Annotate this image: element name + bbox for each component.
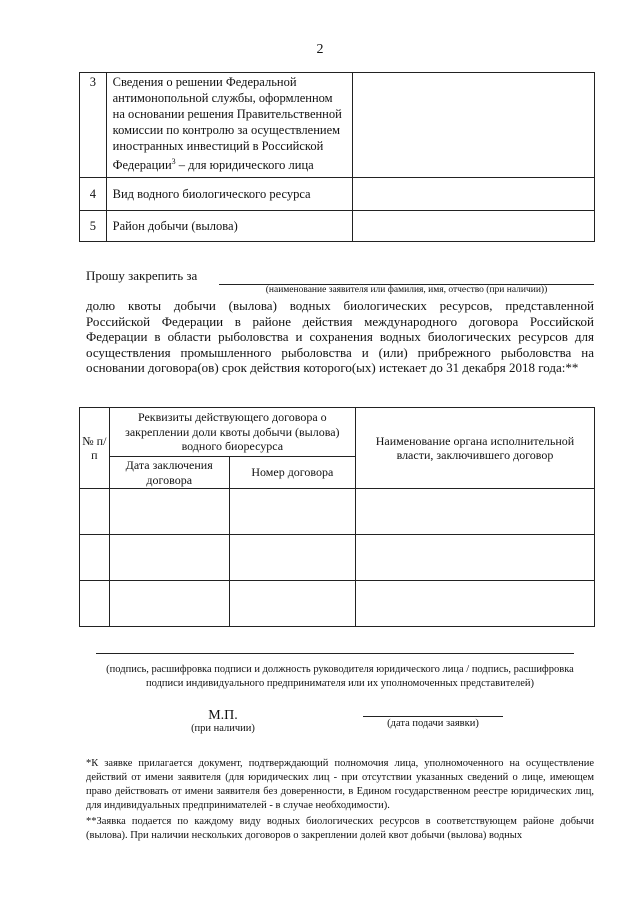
row-value-field[interactable]: [352, 178, 594, 211]
cell-date[interactable]: [109, 581, 229, 627]
cell-contract[interactable]: [229, 489, 355, 535]
signature-line[interactable]: [96, 653, 574, 654]
cell-date[interactable]: [109, 489, 229, 535]
cell-authority[interactable]: [355, 535, 594, 581]
col-date-header: Дата заключения договора: [109, 457, 229, 489]
row-label: [106, 73, 352, 178]
request-lead: Прошу закрепить за: [86, 268, 198, 283]
table-row: [80, 178, 595, 211]
row-label-text: Сведения о решении Федеральной антимонопольной службы, оформленном на основании решения Правительственной комиссии по контролю за осуществлением иностранных инвестиций в Российской Федерации: [112, 75, 342, 173]
row-number: 5: [80, 211, 107, 242]
cell-authority[interactable]: [355, 489, 594, 535]
row-label: Вид водного биологического ресурса: [106, 178, 352, 211]
cell-date[interactable]: [109, 535, 229, 581]
col-authority-header: Наименование органа исполнительной власти, заключившего договор: [355, 408, 594, 489]
cell-number[interactable]: [80, 581, 110, 627]
row-number: 3: [80, 73, 107, 178]
col-number-header: № п/п: [80, 408, 110, 489]
applicant-info-table: [79, 72, 595, 242]
row-value-field[interactable]: [352, 211, 594, 242]
contracts-table: [79, 407, 595, 627]
table-header-row: [80, 408, 595, 457]
footnote-1: *К заявке прилагается документ, подтверждающий полномочия лица, уполномоченного на осуществление действий от имени заявителя (для юридических лиц - при отсутствии указанных сведений о лице, имеющем право действовать от имени заявителя без доверенности, в Едином государственном реестре юридических лиц, для индивидуальных предпринимателей - в случае необходимости).: [86, 758, 594, 811]
row-label: Район добычи (вылова): [106, 211, 352, 242]
row-number: 4: [80, 178, 107, 211]
table-row: [80, 489, 595, 535]
table-row: [80, 73, 595, 178]
col-contract-header: Номер договора: [229, 457, 355, 489]
request-body: долю квоты добычи (вылова) водных биологических ресурсов, представленной Российской Федерации в районе действия международного договора Российской Федерации в области рыболовства и сохранения водных биологических ресурсов для осуществления промышленного рыболовства и (или) прибрежного рыболовства на основании договора(ов) срок действия которого(ых) истекает до 31 декабря 2018 года:**: [86, 298, 594, 375]
table-row: [80, 211, 595, 242]
table-row: [80, 581, 595, 627]
stamp-note: (при наличии): [191, 723, 255, 734]
cell-authority[interactable]: [355, 581, 594, 627]
cell-contract[interactable]: [229, 581, 355, 627]
date-line[interactable]: [363, 716, 503, 717]
cell-contract[interactable]: [229, 535, 355, 581]
applicant-name-caption: (наименование заявителя или фамилия, имя, отчество (при наличии)): [265, 285, 548, 295]
cell-number[interactable]: [80, 489, 110, 535]
page-number: 2: [316, 42, 324, 57]
footnote-2: **Заявка подается по каждому виду водных биологических ресурсов в соответствующем районе добычи (вылова). При наличии нескольких договоров о закреплении долей квот добычи (вылова) водных: [86, 816, 594, 841]
table-row: [80, 535, 595, 581]
cell-number[interactable]: [80, 535, 110, 581]
stamp-label: М.П.: [208, 708, 238, 723]
row-label-tail: – для юридического лица: [175, 158, 314, 173]
footnote-ref: 3: [171, 157, 176, 166]
signature-caption: (подпись, расшифровка подписи и должность руководителя юридического лица / подпись, расшифровка подписи индивидуального предпринимателя или их уполномоченных представителей): [106, 664, 574, 689]
row-value-field[interactable]: [352, 73, 594, 178]
col-group-header: Реквизиты действующего договора о закреплении доли квоты добычи (вылова) водного биоресурса: [109, 408, 355, 457]
date-caption: (дата подачи заявки): [387, 718, 479, 729]
